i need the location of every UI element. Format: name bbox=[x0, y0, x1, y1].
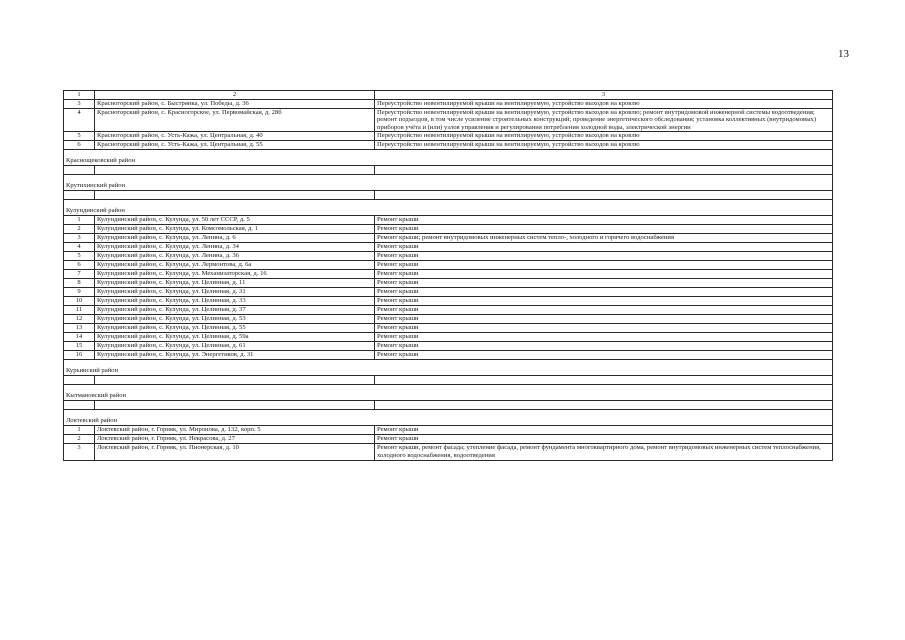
section-heading-row bbox=[64, 150, 833, 166]
section-title: Краснощековский район bbox=[64, 150, 833, 166]
address-cell: Локтевский район, г. Горняк, ул. Миронова, д. 132, корп. 5 bbox=[95, 426, 375, 435]
table-row bbox=[64, 108, 833, 132]
address-cell: Кулундинский район, с. Кулунда, ул. Целинная, д. 59а bbox=[95, 333, 375, 342]
table-row bbox=[64, 270, 833, 279]
work-type-cell: Переустройство невентилируемой крыши на вентилируемую, устройство выходов на кровлю bbox=[375, 99, 833, 108]
work-type-cell: Ремонт крыши bbox=[375, 261, 833, 270]
empty-row bbox=[64, 401, 833, 410]
work-type-cell: Ремонт крыши bbox=[375, 216, 833, 225]
work-type-cell: Ремонт крыши; ремонт внутридомовых инженерных систем тепло-, холодного и горячего водоснабжения bbox=[375, 234, 833, 243]
row-number: 1 bbox=[64, 216, 95, 225]
row-number: 5 bbox=[64, 132, 95, 141]
work-type-cell: Ремонт крыши bbox=[375, 342, 833, 351]
empty-cell bbox=[375, 401, 833, 410]
work-type-cell: Ремонт крыши bbox=[375, 324, 833, 333]
address-cell: Кулундинский район, с. Кулунда, ул. Целинная, д. 31 bbox=[95, 288, 375, 297]
empty-cell bbox=[375, 166, 833, 175]
empty-cell bbox=[64, 401, 95, 410]
address-cell: Кулундинский район, с. Кулунда, ул. Целинная, д. 33 bbox=[95, 297, 375, 306]
table-row bbox=[64, 288, 833, 297]
address-cell: Кулундинский район, с. Кулунда, ул. Ленина, д. 34 bbox=[95, 243, 375, 252]
empty-row bbox=[64, 166, 833, 175]
empty-row bbox=[64, 191, 833, 200]
address-cell: Кулундинский район, с. Кулунда, ул. Целинная, д. 61 bbox=[95, 342, 375, 351]
table-row bbox=[64, 243, 833, 252]
work-type-cell: Ремонт крыши bbox=[375, 435, 833, 444]
table-row bbox=[64, 225, 833, 234]
section-heading-row bbox=[64, 360, 833, 376]
address-cell: Кулундинский район, с. Кулунда, ул. Ленина, д. 6 bbox=[95, 234, 375, 243]
table-row bbox=[64, 297, 833, 306]
address-cell: Красногорский район, с. Усть-Кажа, ул. Центральная, д. 55 bbox=[95, 141, 375, 150]
table-row bbox=[64, 342, 833, 351]
row-number: 12 bbox=[64, 315, 95, 324]
section-title: Кулундинский район bbox=[64, 200, 833, 216]
work-type-cell: Переустройство невентилируемой крыши на вентилируемую, устройство выходов на кровлю bbox=[375, 132, 833, 141]
work-type-cell: Ремонт крыши bbox=[375, 279, 833, 288]
row-number: 13 bbox=[64, 324, 95, 333]
empty-cell bbox=[64, 166, 95, 175]
address-cell: Кулундинский район, с. Кулунда, ул. Целинная, д. 55 bbox=[95, 324, 375, 333]
section-title: Кытмановский район bbox=[64, 385, 833, 401]
row-number: 4 bbox=[64, 108, 95, 132]
empty-cell bbox=[95, 376, 375, 385]
row-number: 1 bbox=[64, 426, 95, 435]
work-type-cell: Ремонт крыши, ремонт фасада; утепление фасада, ремонт фундамента многоквартирного дома, ремонт внутридомовых инженерных систем теплоснабжения, холодного водоснабжения, водоотведения bbox=[375, 444, 833, 461]
row-number: 2 bbox=[64, 435, 95, 444]
row-number: 8 bbox=[64, 279, 95, 288]
row-number: 16 bbox=[64, 351, 95, 360]
page-number: 13 bbox=[838, 48, 849, 60]
row-number: 3 bbox=[64, 99, 95, 108]
empty-cell bbox=[95, 401, 375, 410]
address-cell: Кулундинский район, с. Кулунда, ул. Ленина, д. 36 bbox=[95, 252, 375, 261]
section-title: Локтевский район bbox=[64, 410, 833, 426]
table-row bbox=[64, 279, 833, 288]
address-cell: Красногорский район, с. Усть-Кажа, ул. Центральная, д. 40 bbox=[95, 132, 375, 141]
row-number: 7 bbox=[64, 270, 95, 279]
empty-cell bbox=[64, 376, 95, 385]
row-number: 6 bbox=[64, 261, 95, 270]
repair-table bbox=[63, 90, 833, 461]
address-cell: Кулундинский район, с. Кулунда, ул. Целинная, д. 11 bbox=[95, 279, 375, 288]
work-type-cell: Переустройство невентилируемой крыши на вентилируемую, устройство выходов на кровлю bbox=[375, 141, 833, 150]
work-type-cell: Ремонт крыши bbox=[375, 426, 833, 435]
table-row bbox=[64, 234, 833, 243]
table-row bbox=[64, 444, 833, 461]
table-row bbox=[64, 435, 833, 444]
row-number: 5 bbox=[64, 252, 95, 261]
work-type-cell: Ремонт крыши bbox=[375, 225, 833, 234]
address-cell: Кулундинский район, с. Кулунда, ул. Энергетиков, д. 31 bbox=[95, 351, 375, 360]
work-type-cell: Ремонт крыши bbox=[375, 333, 833, 342]
section-title: Крутихинский район bbox=[64, 175, 833, 191]
table-row bbox=[64, 141, 833, 150]
header-col-1: 1 bbox=[64, 91, 95, 100]
row-number: 6 bbox=[64, 141, 95, 150]
table-row bbox=[64, 324, 833, 333]
table-row bbox=[64, 132, 833, 141]
row-number: 11 bbox=[64, 306, 95, 315]
work-type-cell: Ремонт крыши bbox=[375, 306, 833, 315]
row-number: 15 bbox=[64, 342, 95, 351]
header-col-3: 3 bbox=[375, 91, 833, 100]
empty-cell bbox=[375, 376, 833, 385]
work-type-cell: Ремонт крыши bbox=[375, 315, 833, 324]
address-cell: Кулундинский район, с. Кулунда, ул. Целинная, д. 37 bbox=[95, 306, 375, 315]
table-row bbox=[64, 306, 833, 315]
work-type-cell: Ремонт крыши bbox=[375, 252, 833, 261]
table-row bbox=[64, 333, 833, 342]
work-type-cell: Ремонт крыши bbox=[375, 270, 833, 279]
section-heading-row bbox=[64, 175, 833, 191]
address-cell: Кулундинский район, с. Кулунда, ул. Комсомольская, д. 1 bbox=[95, 225, 375, 234]
address-cell: Локтевский район, г. Горняк, ул. Пионерская, д. 10 bbox=[95, 444, 375, 461]
table-row bbox=[64, 261, 833, 270]
row-number: 9 bbox=[64, 288, 95, 297]
address-cell: Кулундинский район, с. Кулунда, ул. Целинная, д. 53 bbox=[95, 315, 375, 324]
address-cell: Красногорский район, с. Быстрянка, ул. Победы, д. 36 bbox=[95, 99, 375, 108]
address-cell: Кулундинский район, с. Кулунда, ул. Механизаторская, д. 16 bbox=[95, 270, 375, 279]
empty-cell bbox=[64, 191, 95, 200]
table-row bbox=[64, 252, 833, 261]
work-type-cell: Переустройство невентилируемой крыши на вентилируемую, устройство выходов на кровлю; ремонт внутридомовой инженерной системы водоотведения; ремонт подъездов, в том числе усиление строительных конструкций; проведение энергетического обследования; установка коллективных (внутридомовых) приборов учёта и (или) узлов управления и регулирования потребления холодной воды, электрической энергии bbox=[375, 108, 833, 132]
row-number: 4 bbox=[64, 243, 95, 252]
header-col-2: 2 bbox=[95, 91, 375, 100]
header-row bbox=[64, 91, 833, 100]
work-type-cell: Ремонт крыши bbox=[375, 288, 833, 297]
section-heading-row bbox=[64, 200, 833, 216]
address-cell: Локтевский район, г. Горняк, ул. Некрасова, д. 27 bbox=[95, 435, 375, 444]
empty-row bbox=[64, 376, 833, 385]
row-number: 3 bbox=[64, 444, 95, 461]
section-title: Курьинский район bbox=[64, 360, 833, 376]
work-type-cell: Ремонт крыши bbox=[375, 351, 833, 360]
work-type-cell: Ремонт крыши bbox=[375, 243, 833, 252]
row-number: 3 bbox=[64, 234, 95, 243]
section-heading-row bbox=[64, 385, 833, 401]
row-number: 2 bbox=[64, 225, 95, 234]
row-number: 14 bbox=[64, 333, 95, 342]
empty-cell bbox=[95, 166, 375, 175]
address-cell: Кулундинский район, с. Кулунда, ул. Лермонтова, д. 6а bbox=[95, 261, 375, 270]
table-row bbox=[64, 315, 833, 324]
work-type-cell: Ремонт крыши bbox=[375, 297, 833, 306]
table-row bbox=[64, 216, 833, 225]
table-row bbox=[64, 426, 833, 435]
table-row bbox=[64, 99, 833, 108]
address-cell: Кулундинский район, с. Кулунда, ул. 50 лет СССР, д. 5 bbox=[95, 216, 375, 225]
empty-cell bbox=[95, 191, 375, 200]
section-heading-row bbox=[64, 410, 833, 426]
table-row bbox=[64, 351, 833, 360]
row-number: 10 bbox=[64, 297, 95, 306]
address-cell: Красногорский район, с. Красногорское, ул. Первомайская, д. 28б bbox=[95, 108, 375, 132]
empty-cell bbox=[375, 191, 833, 200]
